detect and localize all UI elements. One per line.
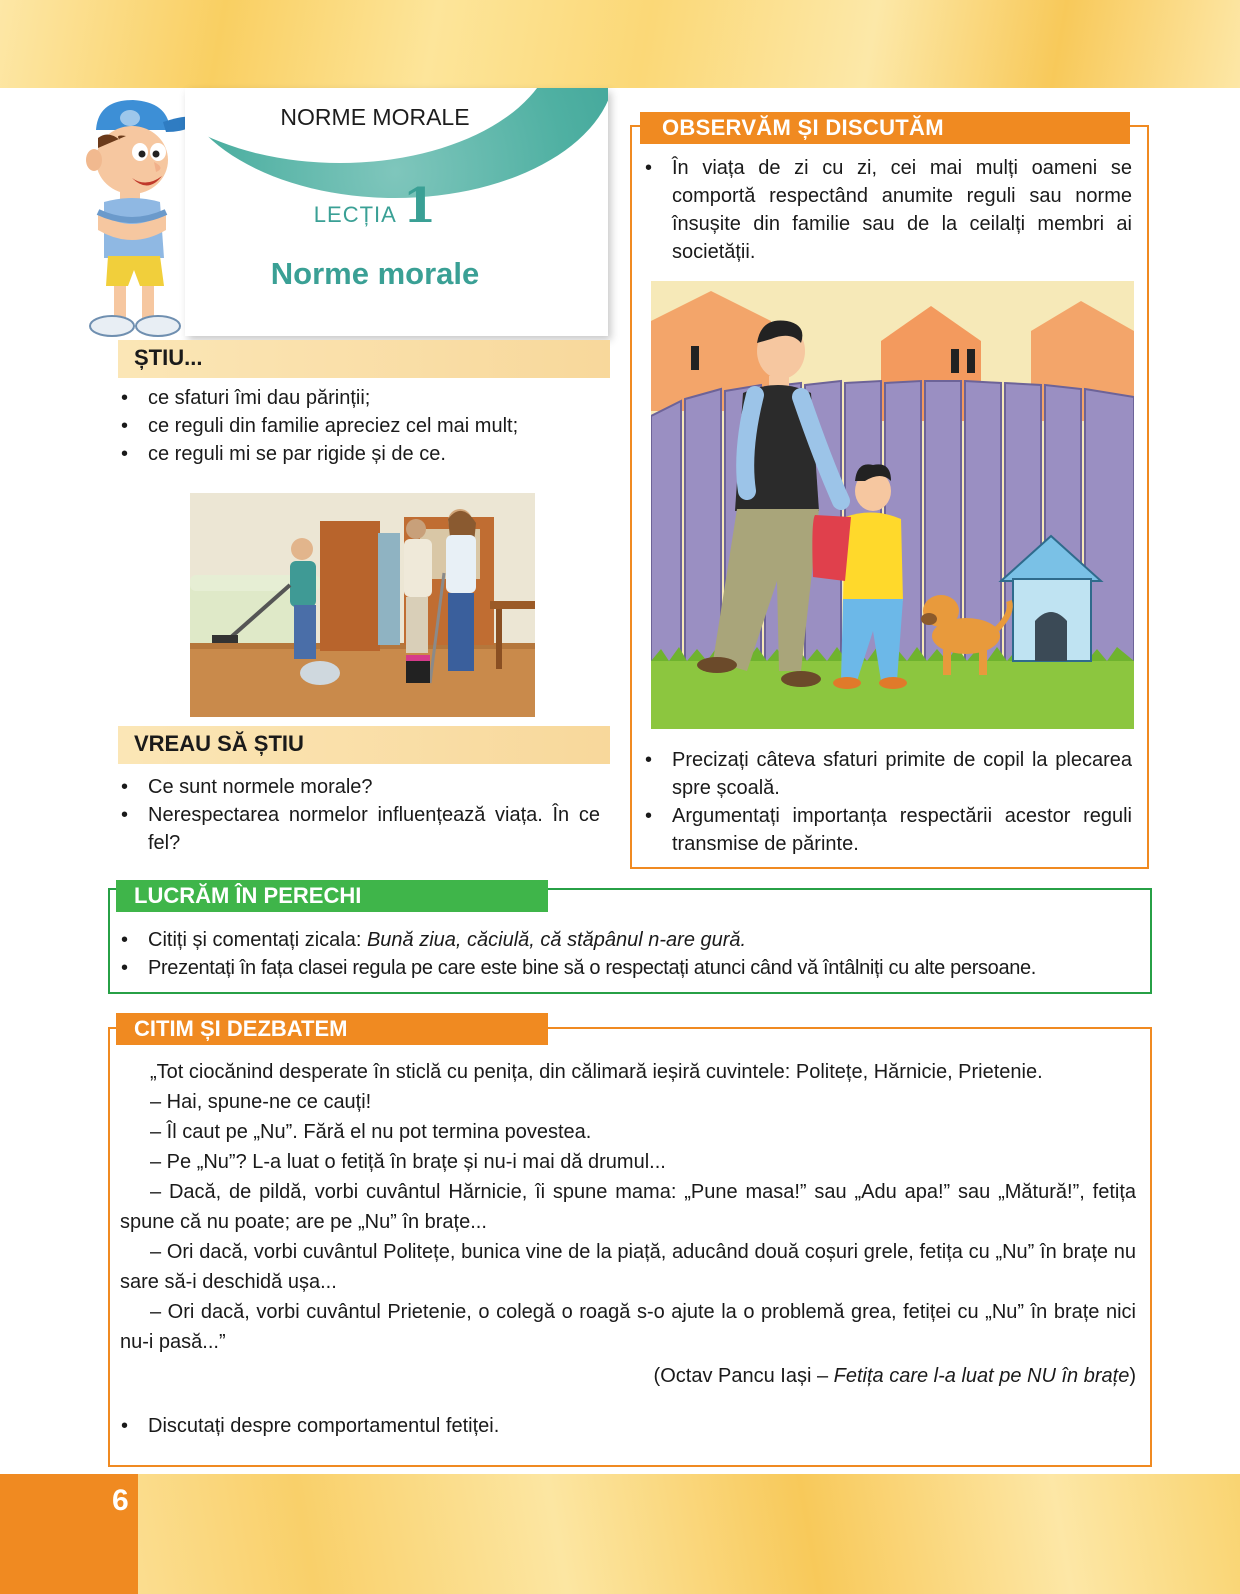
zicala-quote: Bună ziua, căciulă, că stăpânul n-are gură. [366,929,747,951]
lucram-list [118,926,1148,982]
citim-heading: CITIM ȘI DEZBATEM [134,1016,348,1041]
citim-heading-bar [116,1013,548,1045]
source-suffix: ) [1129,1365,1136,1387]
list-item [118,926,1148,954]
list-item: • ce sfaturi îmi dau părinții; [118,384,608,412]
list-item: • Discutați despre comportamentul fetiței. [118,1412,1138,1440]
lucram-heading: LUCRĂM ÎN PERECHI [134,883,362,908]
list-item: • Precizați câteva sfaturi primite de copil la plecarea spre școală. [642,746,1132,802]
story-paragraph: – Pe „Nu”? L-a luat o fetiță în brațe și nu-i mai dă drumul... [150,1151,666,1173]
list-item: • ce reguli mi se par rigide și de ce. [118,440,608,468]
lucram-heading-bar [116,880,548,912]
story-text [120,1057,1136,1391]
top-decorative-band [0,0,1240,88]
vreau-sa-stiu-heading: VREAU SĂ ȘTIU [134,731,304,756]
bottom-decorative-band [0,1474,1240,1594]
stiu-heading-bar [118,340,610,378]
story-paragraph: „Tot ciocănind desperate în sticlă cu penița, din călimară ieșiră cuvintele: Politețe, Hărnicie, Prietenie. [150,1061,1043,1083]
citim-task-list [118,1412,1138,1440]
stiu-heading: ȘTIU... [134,345,203,370]
source-prefix: (Octav Pancu Iași – [653,1365,834,1387]
family-cleaning-photo [190,493,535,717]
story-source [120,1361,1136,1391]
list-item: • Argumentați importanța respectării acestor reguli transmise de părinte. [642,802,1132,858]
list-item: • Ce sunt normele morale? [118,773,600,801]
observam-intro-list [642,154,1132,266]
vreau-sa-stiu-list [118,773,600,857]
lesson-name: Norme morale [270,256,480,291]
page-number: 6 [112,1484,129,1517]
vreau-sa-stiu-heading-bar [118,726,610,764]
story-paragraph: – Ori dacă, vorbi cuvântul Politețe, bunica vine de la piață, aducând două coșuri grele, fetița cu „Nu” în brațe nu sare să-i deschidă ușa... [120,1241,1136,1293]
lesson-label-line [185,178,565,234]
stiu-list [118,384,608,468]
list-item: • Nerespectarea normelor influențează viața. În ce fel? [118,801,600,857]
list-item: • ce reguli din familie apreciez cel mai mult; [118,412,608,440]
unit-title: NORME MORALE [280,104,470,130]
observam-heading-bar [640,112,1130,144]
father-son-school-illustration [651,281,1134,729]
list-item: • Prezentați în fața clasei regula pe care este bine să o respectați atunci când vă întâlniți cu alte persoane. [118,954,1148,982]
list-item: • În viața de zi cu zi, cei mai mulți oameni se comportă respectând anumite reguli sau norme însușite din familie sau de la ceilalți membri ai societății. [642,154,1132,266]
story-paragraph: – Hai, spune-ne ce cauți! [150,1091,372,1113]
observam-questions-list [642,746,1132,858]
lesson-number: 1 [402,178,437,234]
story-paragraph: – Ori dacă, vorbi cuvântul Prietenie, o colegă o roagă s-o ajute la o problemă grea, fetiței cu „Nu” în brațe nici nu-i pasă...” [120,1301,1136,1353]
lesson-title-card [185,88,608,336]
zicala-prefix: Citiți și comentați zicala: [148,929,367,951]
source-title: Fetița care l-a luat pe NU în brațe [833,1365,1130,1387]
story-paragraph: – Îl caut pe „Nu”. Fără el nu pot termina povestea. [150,1121,592,1143]
observam-heading: OBSERVĂM ȘI DISCUTĂM [662,115,944,140]
story-paragraph: – Dacă, de pildă, vorbi cuvântul Hărnicie, îi spune mama: „Pune masa!” sau „Adu apa!” sau „Mătură!”, fetița spune că nu poate; are pe „Nu” în brațe... [120,1181,1136,1233]
lesson-label: LECȚIA [313,202,397,227]
